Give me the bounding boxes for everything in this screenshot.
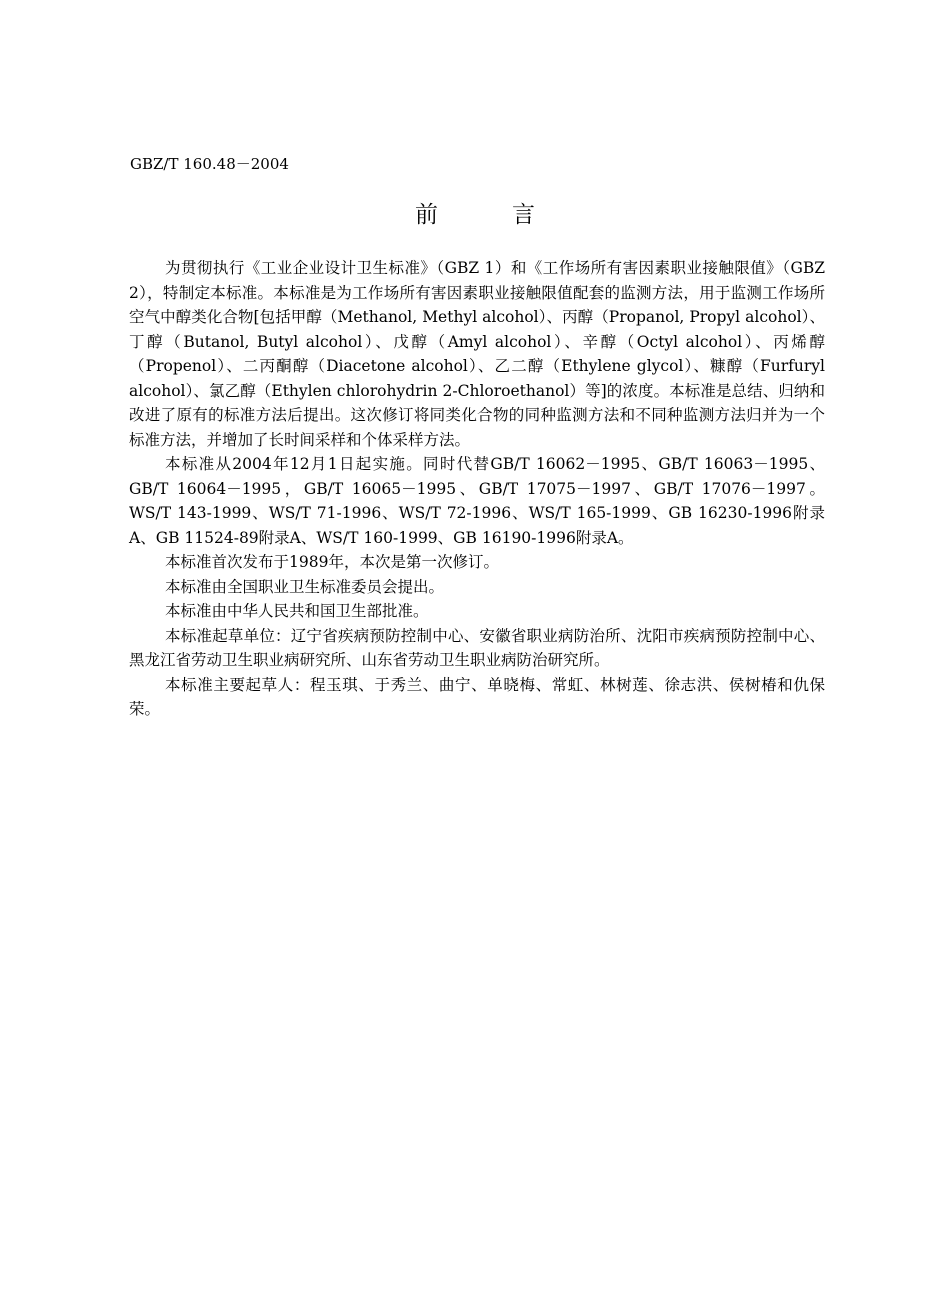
- paragraph-drafters: 本标准主要起草人：程玉琪、于秀兰、曲宁、单晓梅、常虹、林树莲、徐志洪、侯树椿和仇保荣。: [129, 675, 825, 718]
- paragraph-purpose: 为贯彻执行《工业企业设计卫生标准》（GBZ 1）和《工作场所有害因素职业接触限值》（GBZ 2），特制定本标准。本标准是为工作场所有害因素职业接触限值配套的监测方法，用于监测工作场所空气中醇类化合物[包括甲醇（Methanol, Methyl alcohol）、丙醇（Propanol, Propyl alcohol）、丁醇（Butanol, Butyl alcohol）、戊醇（Amyl alcohol）、辛醇（Octyl alcohol）、丙烯醇（Propenol）、二丙酮醇（Diacetone alcohol）、乙二醇（Ethylene glycol）、糠醇（Furfuryl alcohol）、氯乙醇（Ethylen chlorohydrin 2-Chloroethanol）等]的浓度。本标准是总结、归纳和改进了原有的标准方法后提出。这次修订将同类化合物的同种监测方法和不同种监测方法归并为一个标准方法，并增加了长时间采样和个体采样方法。: [129, 259, 825, 449]
- title-char-2: 言: [512, 202, 535, 228]
- paragraph-approver: 本标准由中华人民共和国卫生部批准。: [165, 602, 429, 620]
- page-title: [0, 200, 950, 230]
- foreword-body: [129, 256, 825, 722]
- paragraph-first-release: 本标准首次发布于1989年，本次是第一次修订。: [165, 553, 499, 571]
- document-code: GBZ/T 160.48－2004: [130, 155, 289, 173]
- paragraph-implementation: 本标准从2004年12月1日起实施。同时代替GB/T 16062－1995、GB/T 16063－1995、GB/T 16064－1995，GB/T 16065－1995、GB/T 17075－1997、GB/T 17076－1997。WS/T 143-1999、WS/T 71-1996、WS/T 72-1996、WS/T 165-1999、GB 16230-1996附录A、GB 11524-89附录A、WS/T 160-1999、GB 16190-1996附录A。: [129, 455, 825, 547]
- paragraph-drafting-units: 本标准起草单位：辽宁省疾病预防控制中心、安徽省职业病防治所、沈阳市疾病预防控制中心、黑龙江省劳动卫生职业病研究所、山东省劳动卫生职业病防治研究所。: [129, 626, 825, 669]
- paragraph-proposer: 本标准由全国职业卫生标准委员会提出。: [165, 577, 445, 596]
- title-char-1: 前: [415, 202, 438, 228]
